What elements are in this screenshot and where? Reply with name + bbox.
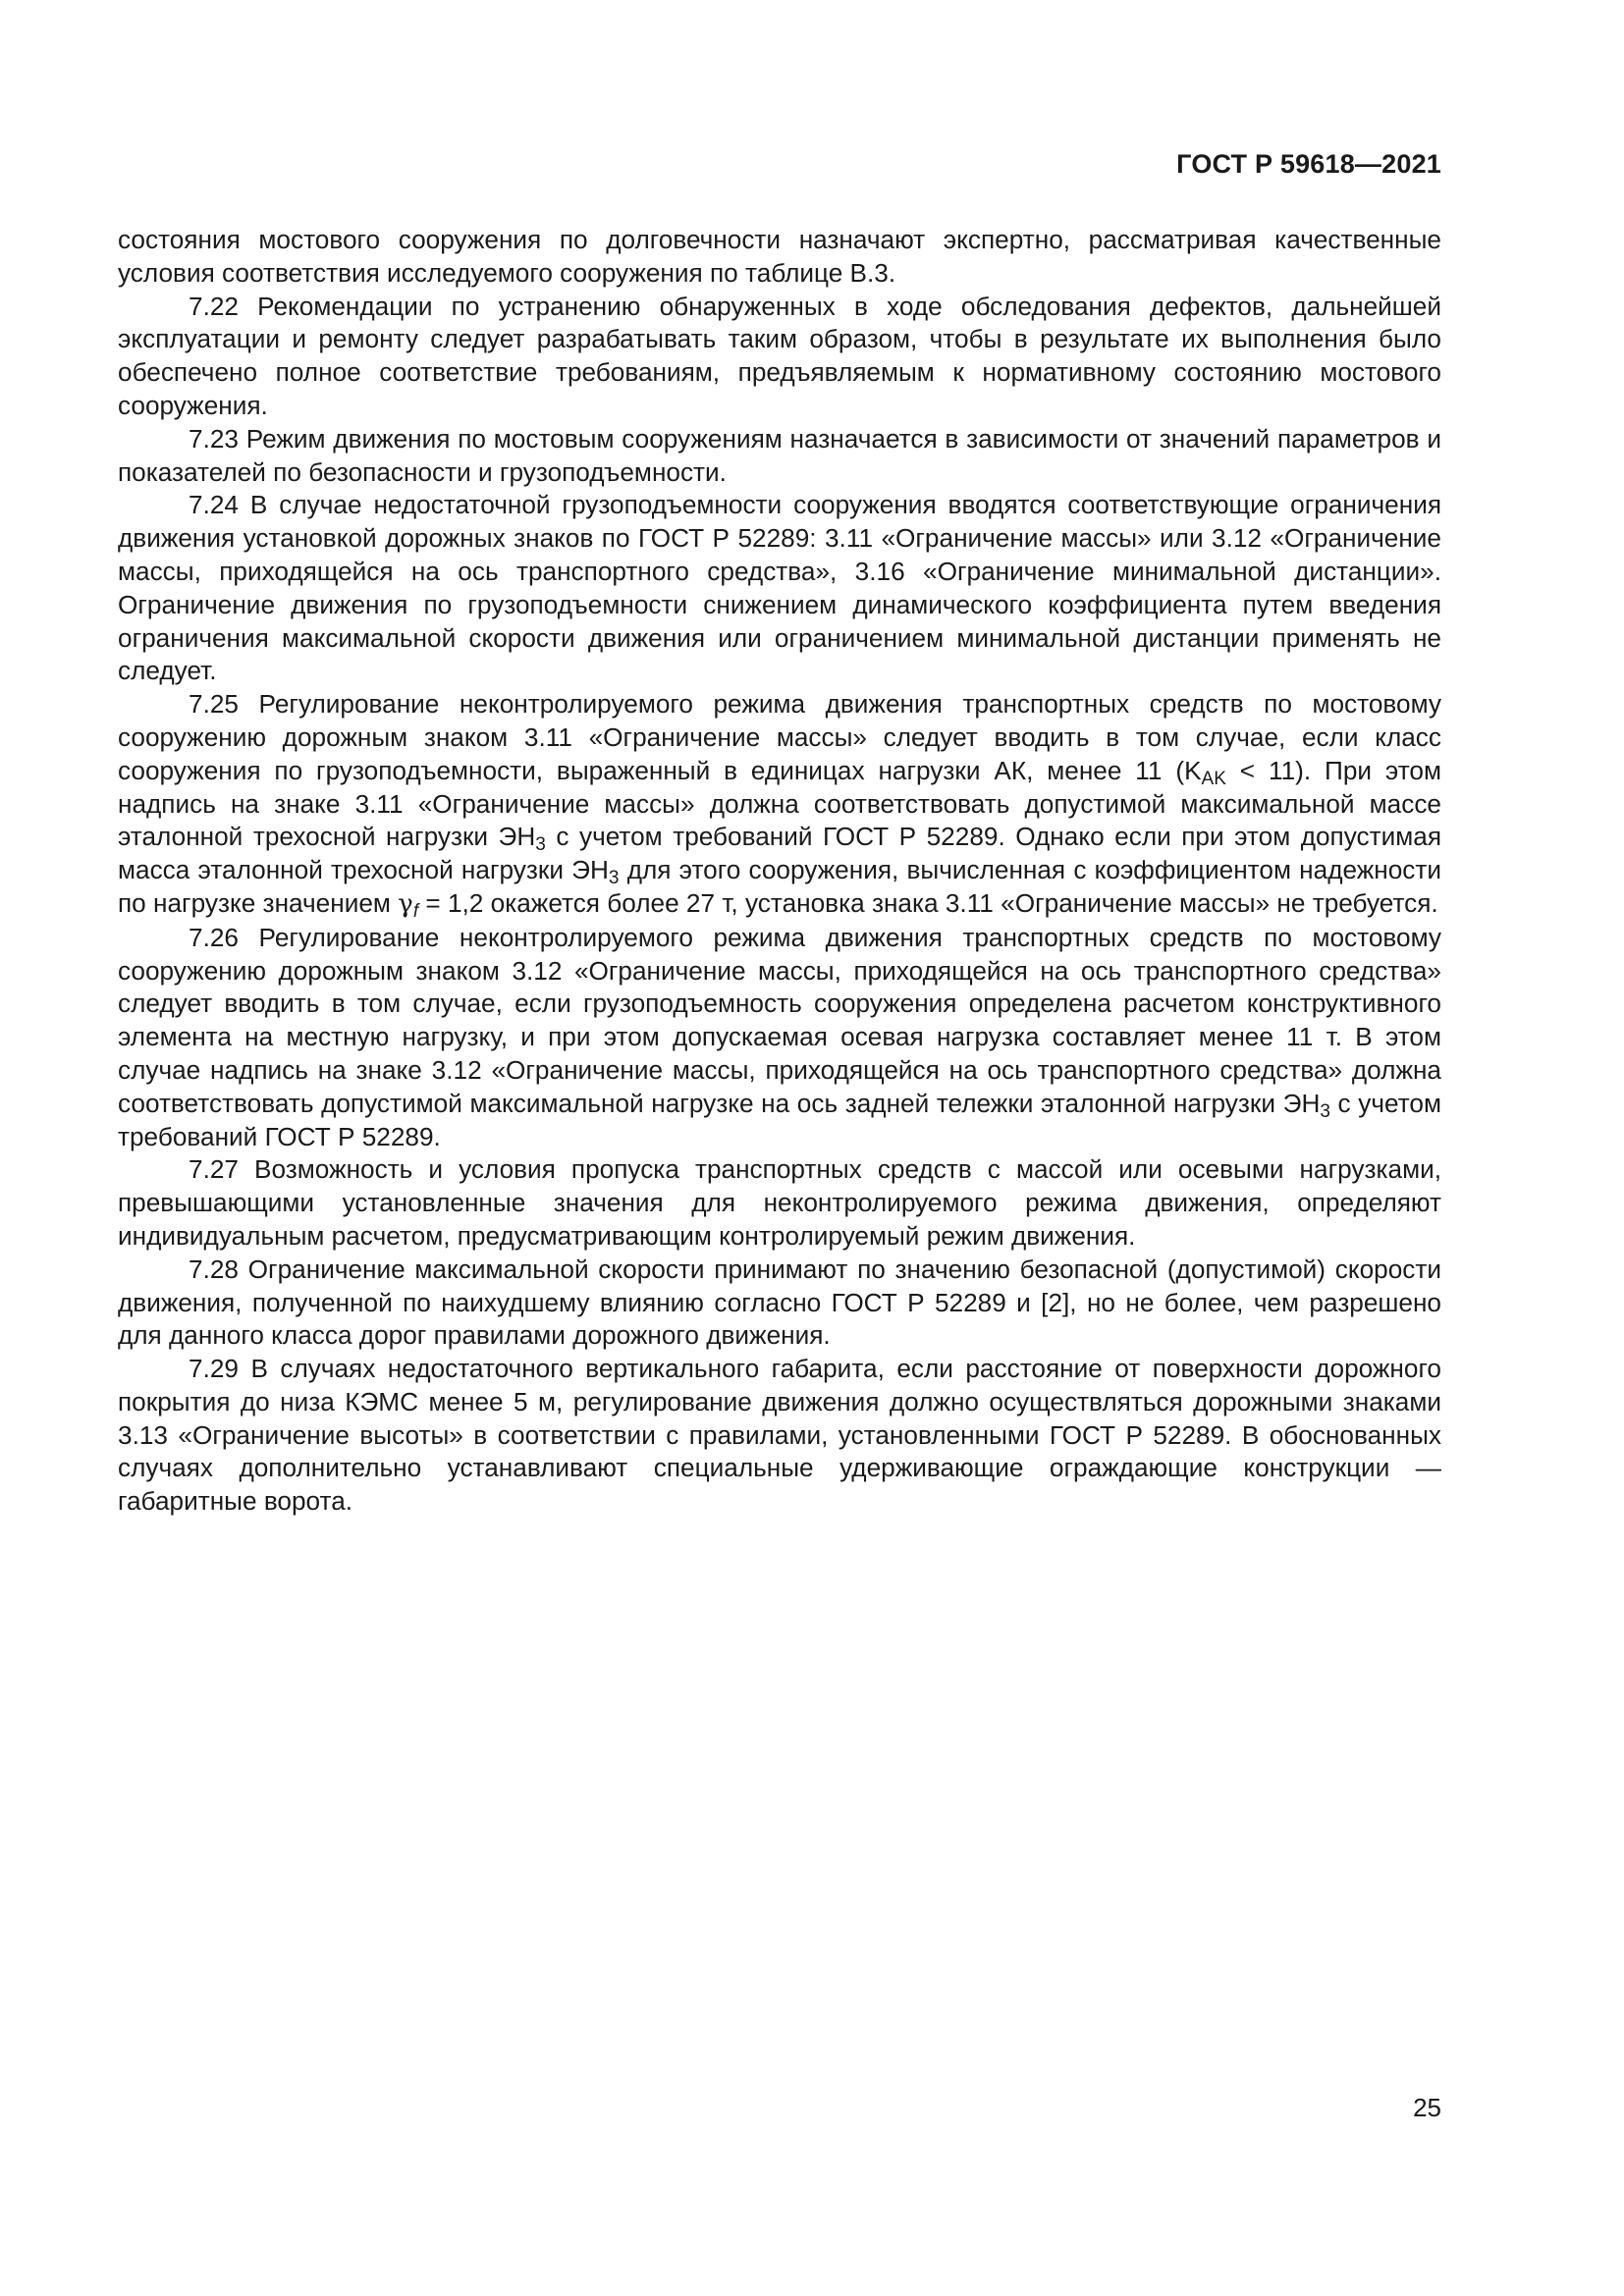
text-run: с учетом требований ГОСТ Р 52289. (118, 1088, 1441, 1151)
paragraph-continuation: состояния мостового сооружения по долговечности назначают экспертно, рассматривая качественные условия соответствия исследуемого сооружения по таблице В.3. (118, 225, 1441, 288)
text-run: 7.26 Регулирование неконтролируемого режима движения транспортных средств по мостовому сооружению дорожным знаком 3.12 «Ограничение массы, приходящейся на ось транспортного средства» следует вводить в том случае, если грузоподъемность сооружения определена расчетом конструктивного элемента на местную нагрузку, и при этом допускаемая осевая нагрузка составляет менее 11 т. В этом случае надпись на знаке 3.12 «Ограничение массы, приходящейся на ось транспортного средства» должна соответствовать допустимой максимальной нагрузке на ось задней тележки эталонной нагрузки ЭН (118, 922, 1441, 1118)
paragraph-7-23: 7.23 Режим движения по мостовым сооружениям назначается в зависимости от значений параметров и показателей по безопасности и грузоподъемности. (118, 423, 1441, 487)
document-code-header: ГОСТ Р 59618—2021 (1176, 149, 1441, 179)
subscript: AK (1201, 768, 1226, 789)
paragraph-7-25 (118, 688, 1441, 922)
text-run: 7.25 Регулирование неконтролируемого режима движения транспортных средств по мостовому сооружению дорожным знаком 3.11 «Ограничение массы» следует вводить в том случае, если класс сооружения по грузоподъемности, выраженный в единицах нагрузки АК, менее 11 (K (118, 689, 1441, 785)
document-body (118, 224, 1441, 1519)
paragraph-7-22: 7.22 Рекомендации по устранению обнаруженных в ходе обследования дефектов, дальнейшей эксплуатации и ремонту следует разрабатывать таким образом, чтобы в результате их выполнения было обеспечено полное соответствие требованиям, предъявляемым к нормативному состоянию мостового сооружения. (118, 291, 1441, 420)
gamma-symbol: γ (398, 888, 413, 919)
page-number: 25 (1413, 2093, 1441, 2122)
paragraph-7-29: 7.29 В случаях недостаточного вертикального габарита, если расстояние от поверхности дорожного покрытия до низа КЭМС менее 5 м, регулирование движения должно осуществляться дорожными знаками 3.13 «Ограничение высоты» в соответствии с правилами, установленными ГОСТ Р 52289. В обоснованных случаях дополнительно устанавливают специальные удерживающие ограждающие конструкции — габаритные ворота. (118, 1354, 1441, 1517)
paragraph-7-28: 7.28 Ограничение максимальной скорости принимают по значению безопасной (допустимой) скорости движения, полученной по наихудшему влиянию согласно ГОСТ Р 52289 и [2], но не более, чем разрешено для данного класса дорог правилами дорожного движения. (118, 1254, 1441, 1351)
text-run: с учетом требований ГОСТ Р 52289. Однако если при этом допустимая масса эталонной трехосной нагрузки ЭН (118, 822, 1441, 885)
paragraph-7-27: 7.27 Возможность и условия пропуска транспортных средств с массой или осевыми нагрузками, превышающими установленные значения для неконтролируемого режима движения, определяют индивидуальным расчетом, предусматривающим контролируемый режим движения. (118, 1154, 1441, 1251)
text-run: = 1,2 окажется более 27 т, установка знака 3.11 «Ограничение массы» не требуется. (418, 887, 1438, 918)
text-run: для этого сооружения, вычисленная с коэффициентом надежности по нагрузке значением (118, 855, 1442, 918)
paragraph-7-26 (118, 922, 1441, 1154)
subscript: 3 (608, 868, 620, 889)
subscript: 3 (535, 834, 546, 856)
paragraph-7-24: 7.24 В случае недостаточной грузоподъемности сооружения вводятся соответствующие ограничения движения установкой дорожных знаков по ГОСТ Р 52289: 3.11 «Ограничение массы» или 3.12 «Ограничение массы, приходящейся на ось транспортного средства», 3.16 «Ограничение минимальной дистанции». Ограничение движения по грузоподъемности снижением динамического коэффициента путем введения ограничения максимальной скорости движения или ограничением минимальной дистанции применять не следует. (118, 490, 1441, 686)
subscript: f (412, 900, 419, 922)
text-run: < 11). При этом надпись на знаке 3.11 «Ограничение массы» должна соответствовать допустимой максимальной массе эталонной трехосной нагрузки ЭН (118, 755, 1441, 852)
subscript: 3 (1320, 1100, 1330, 1122)
